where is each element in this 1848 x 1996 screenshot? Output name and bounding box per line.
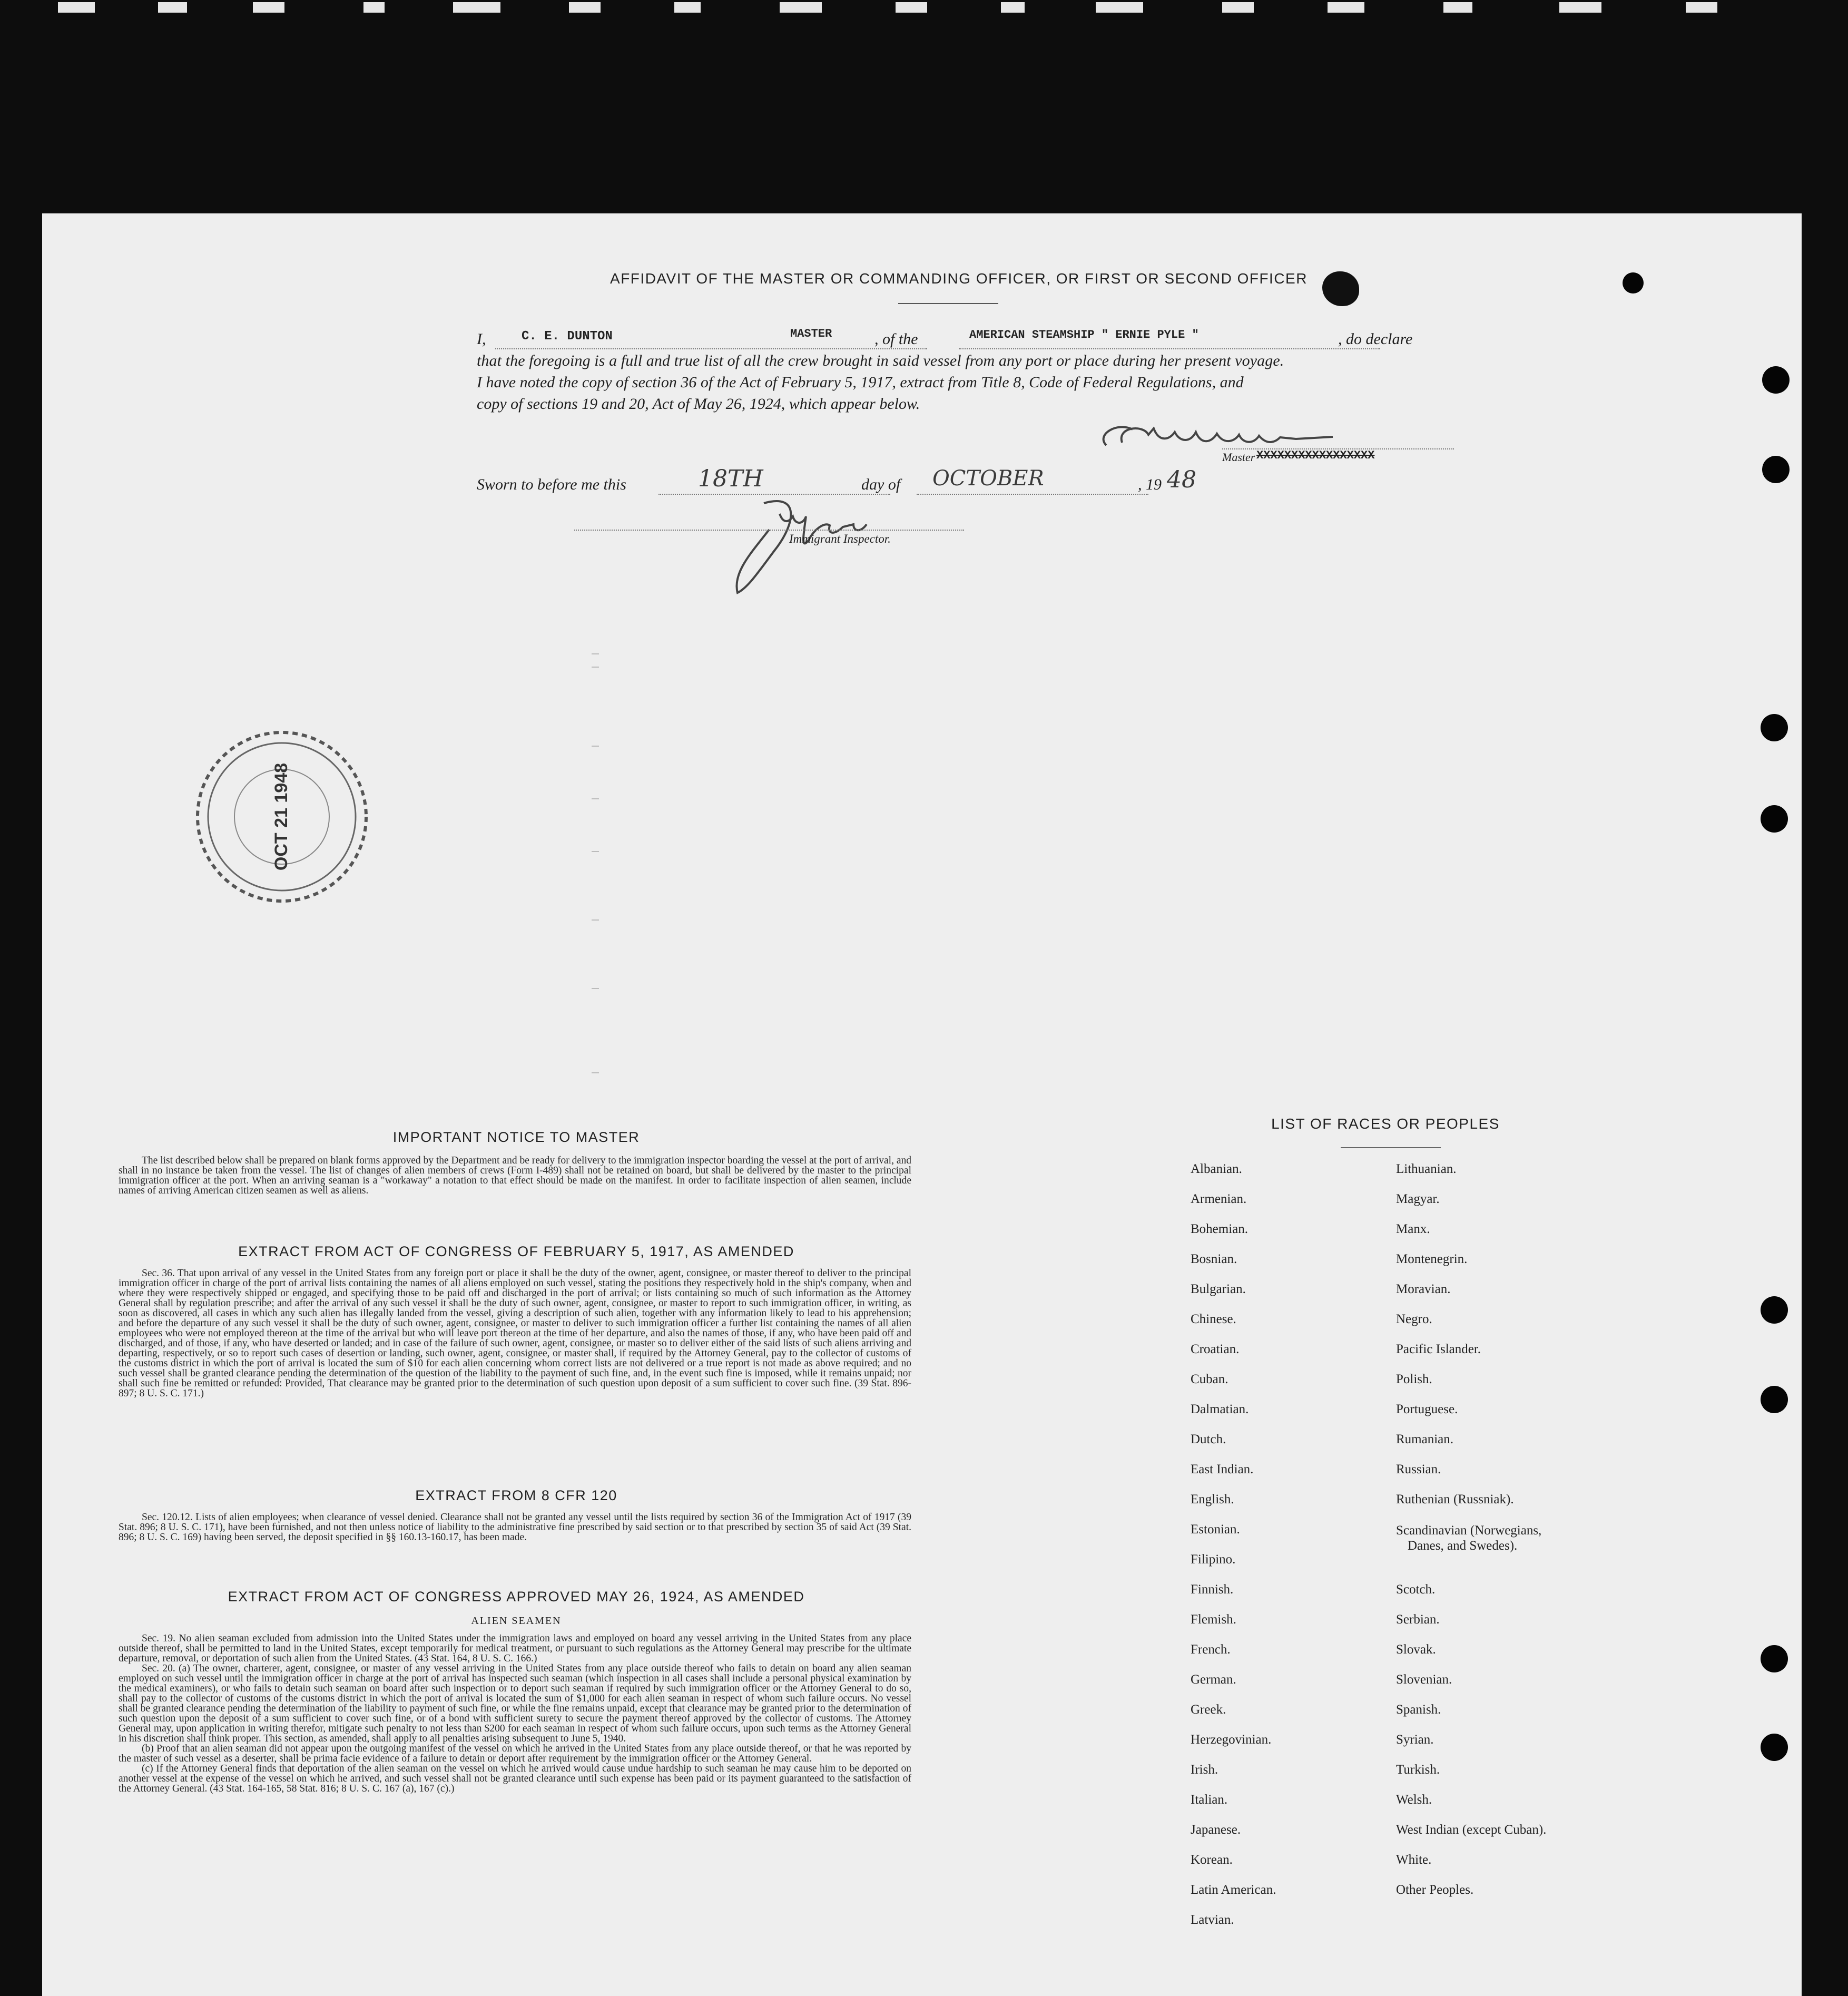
race-item: Slovak. <box>1396 1642 1436 1657</box>
race-item: Flemish. <box>1191 1612 1236 1627</box>
race-item: Welsh. <box>1396 1793 1432 1807</box>
race-item: Manx. <box>1396 1222 1430 1236</box>
heading-rule <box>898 303 998 304</box>
margin-tick <box>592 1072 599 1073</box>
race-item: Dalmatian. <box>1191 1402 1249 1416</box>
extract-1917-body <box>119 1268 911 1398</box>
punch-hole <box>1761 1645 1788 1672</box>
notice-paragraph: The list described below shall be prepared on blank forms approved by the Department and be ready for delivery to the immigration inspector boarding the vessel at the port of arrival, and shall in no instance be taken from the vessel. The list of changes of alien members of crews (Form I-489) shall not be retained on board, but shall be delivered by the master to the principal immigration officer at the port. When an arriving seaman is a "workaway" a notation to that effect should be made on the manifest. In order to facilitate inspection of alien seamen, include names of arriving American citizen seamen as well as aliens. <box>119 1155 911 1196</box>
race-item: East Indian. <box>1191 1462 1254 1476</box>
margin-tick <box>592 667 599 668</box>
struck-title: XXXXXXXXXXXXXXXXX <box>1256 449 1375 462</box>
punch-hole <box>1623 272 1644 293</box>
race-item: Finnish. <box>1191 1582 1234 1597</box>
punch-hole <box>1762 456 1790 483</box>
race-item: Estonian. <box>1191 1522 1240 1537</box>
race-item: Herzegovinian. <box>1191 1733 1272 1747</box>
race-item: Ruthenian (Russniak). <box>1396 1492 1514 1506</box>
document-page <box>42 213 1802 1996</box>
master-label: Master <box>1222 451 1255 464</box>
inspector-sign-line <box>574 530 964 531</box>
extract-cfr-heading: EXTRACT FROM 8 CFR 120 <box>415 1488 617 1503</box>
race-item: Korean. <box>1191 1853 1233 1867</box>
sec-19-paragraph: Sec. 19. No alien seaman excluded from admission into the United States under the immigration laws and employed on board any vessel arriving in the United States from any place outside thereof, shall be permitted to land in the United States, except temporarily for medical treatment, or pursuant to such regulations as the Attorney General may prescribe for the ultimate departure, removal, or deportation of such alien from the United States. (43 Stat. 164, 8 U. S. C. 166.) <box>119 1633 911 1664</box>
race-item: Danes, and Swedes). <box>1408 1539 1518 1553</box>
declaration-line-2: that the foregoing is a full and true list of all the crew brought in said vessel from any port or place during her present voyage. <box>477 352 1284 369</box>
extract-1924-heading: EXTRACT FROM ACT OF CONGRESS APPROVED MAY 26, 1924, AS AMENDED <box>228 1589 805 1604</box>
notice-body <box>119 1156 911 1196</box>
sec-20c-paragraph: (c) If the Attorney General finds that deportation of the alien seaman on the vessel on which he arrived would cause undue hardship to such seaman he may cause him to be deported on another vessel at the expense of the vessel on which he arrived, and such vessel shall not be granted clearance until such expense has been paid or its payment guaranteed to the satisfaction of the Attorney General. (43 Stat. 164-165, 58 Stat. 816; 8 U. S. C. 167 (a), 167 (c).) <box>119 1763 911 1794</box>
race-item: Slovenian. <box>1396 1672 1452 1687</box>
race-item: Albanian. <box>1191 1162 1242 1176</box>
punch-hole <box>1761 805 1788 833</box>
race-item: West Indian (except Cuban). <box>1396 1823 1547 1837</box>
race-item: Croatian. <box>1191 1342 1240 1356</box>
race-item: Polish. <box>1396 1372 1432 1386</box>
declaration-line-3: I have noted the copy of section 36 of the Act of February 5, 1917, extract from Title 8, Code of Federal Regulations, and <box>477 374 1244 391</box>
race-item: Bohemian. <box>1191 1222 1249 1236</box>
race-item: Montenegrin. <box>1396 1252 1468 1266</box>
race-item: White. <box>1396 1853 1432 1867</box>
day-of-label: day of <box>861 476 901 493</box>
race-item: Spanish. <box>1396 1703 1441 1717</box>
race-item: Scandinavian (Norwegians, <box>1396 1523 1542 1538</box>
race-item: Negro. <box>1396 1312 1432 1326</box>
vessel-line <box>959 348 1380 349</box>
race-item: Filipino. <box>1191 1552 1236 1567</box>
affidavit-heading: AFFIDAVIT OF THE MASTER OR COMMANDING OFFICER, OR FIRST OR SECOND OFFICER <box>610 270 1308 287</box>
race-item: Other Peoples. <box>1396 1883 1474 1897</box>
notice-heading: IMPORTANT NOTICE TO MASTER <box>392 1129 640 1145</box>
race-item: French. <box>1191 1642 1231 1657</box>
name-line <box>495 348 927 349</box>
date-stamp <box>192 727 371 906</box>
alien-seamen-subheading: ALIEN SEAMEN <box>471 1615 562 1627</box>
race-item: Irish. <box>1191 1763 1218 1777</box>
race-item: Dutch. <box>1191 1432 1226 1446</box>
race-item: Cuban. <box>1191 1372 1228 1386</box>
race-item: Armenian. <box>1191 1192 1247 1206</box>
extract-1917-heading: EXTRACT FROM ACT OF CONGRESS OF FEBRUARY 5, 1917, AS AMENDED <box>238 1244 794 1259</box>
race-item: Rumanian. <box>1396 1432 1454 1446</box>
race-item: Pacific Islander. <box>1396 1342 1481 1356</box>
race-item: Syrian. <box>1396 1733 1434 1747</box>
race-item: Chinese. <box>1191 1312 1236 1326</box>
sec-20a-paragraph: Sec. 20. (a) The owner, charterer, agent, consignee, or master of any vessel arriving in the United States from any place outside thereof who fails to detain on board any alien seaman employed on such vessel until the immigration officer in charge at the port of arrival has inspected such seaman (which inspection in all cases shall include a personal physical examination by the medical examiners), or who fails to detain such seaman on board after such inspection or to deport such seaman if required by such immigration officer or the Attorney General to do so, shall pay to the collector of customs of the customs district in which the port of arrival is located the sum of $1,000 for each alien seaman in respect of whom such failure occurs. No vessel shall be granted clearance pending the determination of the liability to payment of such fine, or while the fine remains unpaid, except that clearance may be granted prior to the determination of such question upon the deposit of a sum sufficient to cover such fine, or of a bond with sufficient surety to secure the payment thereof approved by the collector of customs. The Attorney General may, upon application in writing therefor, mitigate such penalty to not less than $200 for each seaman in respect of whom such failure occurs, upon such terms as the Attorney General in his discretion shall think proper. This section, as amended, shall apply to all penalties arising subsequent to June 5, 1940. <box>119 1663 911 1744</box>
race-item: Scotch. <box>1396 1582 1436 1597</box>
races-rule <box>1341 1147 1441 1148</box>
margin-tick <box>592 851 599 852</box>
race-item: Portuguese. <box>1396 1402 1458 1416</box>
race-item: German. <box>1191 1672 1236 1687</box>
race-item: Greek. <box>1191 1703 1226 1717</box>
sec-120-paragraph: Sec. 120.12. Lists of alien employees; when clearance of vessel denied. Clearance shall not be granted any vessel until the lists required by section 36 of the Immigration Act of 1917 (39 Stat. 896; 8 U. S. C. 171), have been furnished, and not then unless notice of liability to the administrative fine prescribed by said section or to that prescribed by section 35 of said Act (39 Stat. 896; 8 U. S. C. 169) having been served, the deposit specified in §§ 160.13-160.17, has been made. <box>119 1512 911 1543</box>
margin-tick <box>592 746 599 747</box>
sworn-month: OCTOBER <box>932 466 1044 491</box>
margin-tick <box>592 919 599 921</box>
race-item: Russian. <box>1396 1462 1441 1476</box>
rank-field: MASTER <box>790 327 832 340</box>
do-declare-label: , do declare <box>1338 330 1413 348</box>
race-item: Italian. <box>1191 1793 1228 1807</box>
races-heading: LIST OF RACES OR PEOPLES <box>1271 1116 1500 1132</box>
race-item: English. <box>1191 1492 1234 1506</box>
extract-cfr-body <box>119 1512 911 1542</box>
vessel-field: AMERICAN STEAMSHIP " ERNIE PYLE " <box>969 328 1199 341</box>
race-item: Turkish. <box>1396 1763 1440 1777</box>
stamp-date: OCT 21 1948 <box>271 762 291 871</box>
margin-tick <box>592 653 599 654</box>
race-item: Lithuanian. <box>1396 1162 1457 1176</box>
race-item: Latvian. <box>1191 1913 1234 1927</box>
inspector-label: Immigrant Inspector. <box>789 532 891 545</box>
sec-36-paragraph: Sec. 36. That upon arrival of any vessel in the United States from any foreign port or place it shall be the duty of the owner, agent, consignee, or master thereof to deliver to the principal immigration officer in charge of the port of arrival lists containing the names of all aliens employed on such vessel, stating the positions they respectively hold in the ship's company, when and where they were respectively shipped or engaged, and specifying those to be paid off and discharged in the port of arrival; or lists containing so much of such information as the Attorney General shall by regulation prescribe; and after the arrival of any such vessel it shall be the duty of such owner, agent, consignee, or master to report to such immigration officer, in writing, as soon as discovered, all cases in which any such alien has illegally landed from the vessel, giving a description of such alien, together with any information likely to lead to his apprehension; and before the departure of any such vessel it shall be the duty of such owner, agent, consignee, or master to deliver to such immigration officer a further list containing the names of all alien employees who were not employed thereon at the time of the arrival but who will leave port thereon at the time of her departure, and also the names of those, if any, who have been paid off and discharged, and of those, if any, who have deserted or landed; and in case of the failure of such owner, agent, consignee, or master so to deliver either of the said lists of such aliens arriving and departing, respectively, or so to report such cases of desertion or landing, such owner, agent, consignee, or master shall, if required by the Attorney General, pay to the collector of customs of the customs district in which the port of arrival is located the sum of $10 for each alien concerning whom correct lists are not delivered or a true report is not made as above required; and no such vessel shall be granted clearance pending the determination of the question of the liability to the payment of such fine, and, in the event such fine is imposed, while it remains unpaid; nor shall such fine be remitted or refunded: Provided, That clearance may be granted prior to the determination of such question upon deposit of a sum sufficient to cover such fine. (39 Stat. 896-897; 8 U. S. C. 171.) <box>119 1268 911 1399</box>
month-line <box>917 494 1148 495</box>
race-item: Latin American. <box>1191 1883 1276 1897</box>
punch-hole <box>1761 714 1788 741</box>
margin-tick <box>592 988 599 989</box>
race-item: Magyar. <box>1396 1192 1440 1206</box>
race-item: Serbian. <box>1396 1612 1440 1627</box>
punch-hole <box>1761 1386 1788 1413</box>
sec-20b-paragraph: (b) Proof that an alien seaman did not appear upon the outgoing manifest of the vessel on which he arrived in the United States from any place outside thereof, or that he was reported by the master of such vessel as a deserter, shall be prima facie evidence of a failure to detain or deport after requirement by the immigration officer or the Attorney General. <box>119 1743 911 1764</box>
of-the-label: , of the <box>874 330 918 348</box>
race-item: Bosnian. <box>1191 1252 1237 1266</box>
i-label: I, <box>477 330 486 348</box>
master-name-field: C. E. DUNTON <box>522 329 613 344</box>
extract-1924-body <box>119 1633 911 1794</box>
sworn-year: 48 <box>1167 466 1196 493</box>
punch-hole <box>1761 1296 1788 1324</box>
punch-hole <box>1762 366 1790 394</box>
race-item: Moravian. <box>1396 1282 1451 1296</box>
film-edge-strip <box>0 0 1848 16</box>
race-item: Bulgarian. <box>1191 1282 1246 1296</box>
race-item: Japanese. <box>1191 1823 1241 1837</box>
declaration-line-4: copy of sections 19 and 20, Act of May 26, 1924, which appear below. <box>477 395 920 413</box>
sworn-day: 18TH <box>698 465 763 492</box>
sworn-label: Sworn to before me this <box>477 476 626 493</box>
margin-tick <box>592 798 599 799</box>
year-prefix: , 19 <box>1138 476 1162 493</box>
punch-hole <box>1761 1734 1788 1761</box>
